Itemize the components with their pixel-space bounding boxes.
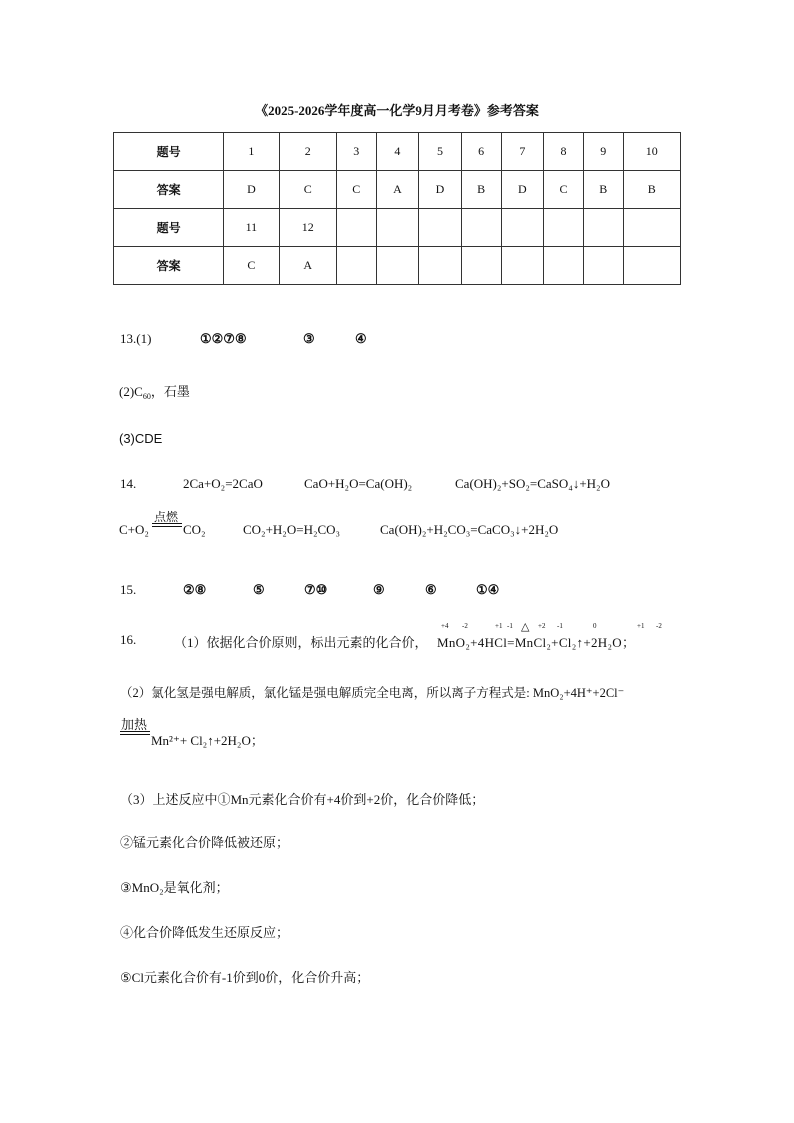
page-title: 《2025-2026学年度高一化学9月月考卷》参考答案 xyxy=(255,103,539,118)
q16-part-3-line: ⑤Cl元素化合价有-1价到0价，化合价升高； xyxy=(120,970,370,985)
table-cell: A xyxy=(376,171,419,209)
q13-label: 13.(1) xyxy=(120,331,152,346)
q15-answer: ⑤ xyxy=(253,582,265,597)
q14-equation-1: 2Ca+O₂=2CaO xyxy=(183,476,263,491)
q14-equation-4-condition: 点燃 xyxy=(154,510,179,524)
table-cell: 答案 xyxy=(114,247,224,285)
table-cell xyxy=(419,209,462,247)
q16-part-3-line: ②锰元素化合价降低被还原； xyxy=(120,835,290,850)
table-cell: 题号 xyxy=(114,209,224,247)
q15-answer: ⑦⑩ xyxy=(304,582,328,597)
table-cell: A xyxy=(279,247,336,285)
q15-answer: ②⑧ xyxy=(183,582,207,597)
equals-sign xyxy=(152,523,182,527)
valence-mark: -1 xyxy=(557,622,563,630)
table-cell xyxy=(583,209,623,247)
q14-equation-4-right: CO₂ xyxy=(183,522,206,537)
table-cell xyxy=(501,247,544,285)
table-cell xyxy=(544,247,584,285)
q16-part-3-line: ④化合价降低发生还原反应； xyxy=(120,925,290,940)
q16-part-2-condition: 加热 xyxy=(121,717,148,732)
table-cell xyxy=(376,247,419,285)
q16-part-2-equation: Mn²⁺+ Cl₂↑+2H₂O； xyxy=(151,733,264,748)
table-cell: B xyxy=(461,171,501,209)
table-cell: 答案 xyxy=(114,171,224,209)
table-cell: B xyxy=(623,171,680,209)
table-cell xyxy=(461,209,501,247)
table-cell: C xyxy=(279,171,336,209)
q16-label: 16. xyxy=(120,632,137,647)
q15-answer: ⑥ xyxy=(425,582,437,597)
valence-mark: -2 xyxy=(656,622,662,630)
table-cell: 6 xyxy=(461,133,501,171)
table-cell xyxy=(544,209,584,247)
table-row xyxy=(114,209,681,247)
table-cell xyxy=(336,209,376,247)
heat-symbol: △ xyxy=(521,621,530,633)
valence-mark: -2 xyxy=(462,622,468,630)
table-cell xyxy=(583,247,623,285)
q14-label: 14. xyxy=(120,476,137,491)
table-cell: 3 xyxy=(336,133,376,171)
table-cell: 10 xyxy=(623,133,680,171)
table-cell xyxy=(336,247,376,285)
table-cell: 4 xyxy=(376,133,419,171)
q14-equation-4-left: C+O₂ xyxy=(119,522,149,537)
q13-answer-2: ③ xyxy=(303,331,315,346)
valence-mark: +1 xyxy=(495,622,503,630)
table-row xyxy=(114,133,681,171)
table-cell: 12 xyxy=(279,209,336,247)
q15-label: 15. xyxy=(120,582,137,597)
q16-part-3-line: ③MnO₂是氧化剂； xyxy=(120,880,229,895)
q14-equation-3: Ca(OH)₂+SO₂=CaSO₄↓+H₂O xyxy=(455,476,610,491)
table-cell xyxy=(623,247,680,285)
table-row xyxy=(114,247,681,285)
equals-sign xyxy=(120,731,150,735)
table-cell: 11 xyxy=(224,209,279,247)
table-row xyxy=(114,171,681,209)
q13-part-2 xyxy=(119,381,190,401)
valence-mark: +4 xyxy=(441,622,449,630)
q13-part-2-formula: (2)C xyxy=(119,384,143,399)
valence-mark: -1 xyxy=(507,622,513,630)
table-cell xyxy=(419,247,462,285)
q14-equation-5: CO₂+H₂O=H₂CO₃ xyxy=(243,522,341,537)
q14-equation-6: Ca(OH)₂+H₂CO₃=CaCO₃↓+2H₂O xyxy=(380,522,559,537)
table-cell: 9 xyxy=(583,133,623,171)
q14-equation-2: CaO+H₂O=Ca(OH)₂ xyxy=(304,476,413,491)
table-cell xyxy=(461,247,501,285)
valence-mark: +1 xyxy=(637,622,645,630)
table-cell: B xyxy=(583,171,623,209)
valence-mark: +2 xyxy=(538,622,546,630)
answer-table xyxy=(113,132,681,285)
q13-part-2-text: ，石墨 xyxy=(150,384,190,399)
valence-mark: 0 xyxy=(593,622,597,630)
table-cell: D xyxy=(224,171,279,209)
table-cell: C xyxy=(336,171,376,209)
table-cell: 题号 xyxy=(114,133,224,171)
q16-part-3-line: （3）上述反应中①Mn元素化合价有+4价到+2价，化合价降低； xyxy=(120,792,485,807)
q16-part-2-text: （2）氯化氢是强电解质，氯化锰是强电解质完全电离，所以离子方程式是: MnO₂+4H⁺+2Cl⁻ xyxy=(120,686,625,700)
table-cell: 7 xyxy=(501,133,544,171)
table-cell: 8 xyxy=(544,133,584,171)
q16-part-1-text: （1）依据化合价原则，标出元素的化合价， xyxy=(174,635,428,650)
table-cell: C xyxy=(224,247,279,285)
table-cell xyxy=(623,209,680,247)
q13-answer-3: ④ xyxy=(355,331,367,346)
q13-part-2-subscript: 60 xyxy=(142,392,151,401)
table-cell xyxy=(376,209,419,247)
table-cell: 1 xyxy=(224,133,279,171)
table-cell: D xyxy=(419,171,462,209)
table-cell: D xyxy=(501,171,544,209)
table-cell: 2 xyxy=(279,133,336,171)
q16-part-1-equation: MnO₂+4HCl=MnCl₂+Cl₂↑+2H₂O； xyxy=(437,635,636,650)
table-cell: C xyxy=(544,171,584,209)
table-cell xyxy=(501,209,544,247)
q15-answer: ⑨ xyxy=(373,582,385,597)
q13-part-3: (3)CDE xyxy=(119,431,163,446)
q15-answer: ①④ xyxy=(476,582,500,597)
table-cell: 5 xyxy=(419,133,462,171)
q13-answer-1: ①②⑦⑧ xyxy=(200,331,247,346)
